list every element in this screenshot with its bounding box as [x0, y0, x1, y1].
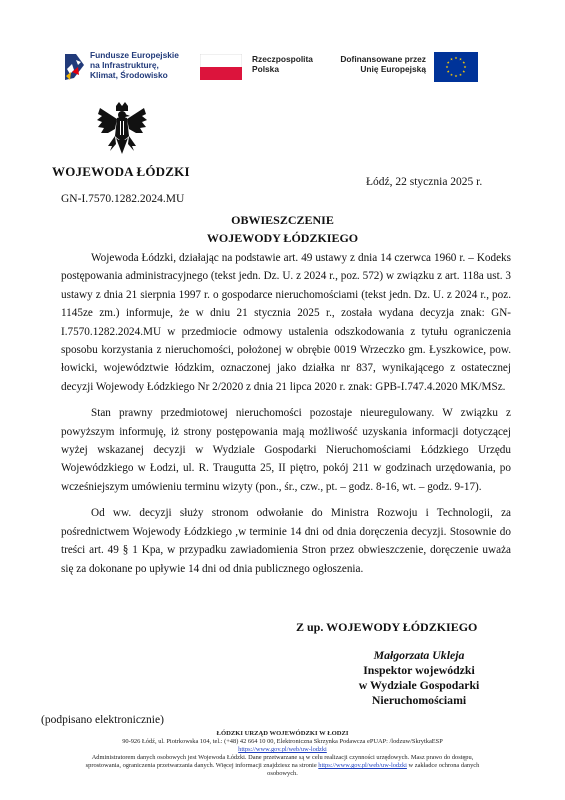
page-footer [60, 730, 505, 778]
signature-block [296, 620, 496, 707]
eu-cofinanced-logo [334, 48, 484, 88]
authority-name: WOJEWODA ŁÓDZKI [52, 164, 190, 179]
document-subtitle: WOJEWODY ŁÓDZKIEGO [206, 231, 359, 245]
eu-flag-icon [434, 52, 478, 82]
eu-funds-star-icon [62, 50, 86, 84]
electronic-signature-note: (podpisano elektronicznie) [41, 714, 164, 726]
footer-address: 90-926 Łódź, ul. Piotrkowska 104, tel.: (+48) 42 664 10 00, Elektroniczna Skrzynka Podawcza ePUAP: /lodzuw/SkrytkaESP [122, 738, 443, 745]
body-paragraph-3: Od ww. decyzji służy stronom odwołanie do Ministra Rozwoju i Technologii, za pośrednictwem Wojewody Łódzkiego ,w terminie 14 dni od dnia doręczenia decyzji. Stosownie do treści art. 49 § 1 Kpa, w przypadku zawiadomienia Stron przez obwieszczenie, doręczenie uważa się za dokonane po upływie 14 dni od dnia publicznego ogłoszenia. [61, 507, 511, 575]
signatory-position-2: w Wydziale Gospodarki [358, 678, 480, 692]
eu-line-1: Dofinansowane przez [340, 54, 426, 64]
header-logos [62, 48, 482, 88]
footer-privacy-line-2 [60, 762, 505, 770]
place-and-date: Łódź, 22 stycznia 2025 r. [366, 176, 483, 188]
on-behalf-of: Z up. WOJEWODY ŁÓDZKIEGO [296, 620, 478, 634]
footer-privacy-text: sprostowania, ograniczenia przetwarzania danych. Więcej informacji znajdziesz na stronie [85, 762, 317, 769]
eu-funds-line-1: Fundusze Europejskie [90, 50, 179, 60]
rp-line-2: Polska [252, 64, 280, 74]
signatory-position-1: Inspektor wojewódzki [363, 663, 475, 677]
eu-funds-logo [62, 48, 197, 88]
polish-eagle-emblem-icon [96, 102, 148, 164]
polish-flag-icon [200, 54, 242, 80]
signatory [334, 648, 504, 708]
case-reference: GN-I.7570.1282.2024.MU [61, 193, 185, 205]
body-paragraph-1: Wojewoda Łódzki, działając na podstawie art. 49 ustawy z dnia 14 czerwca 1960 r. – Kodeks postępowania administracyjnego (tekst jedn. Dz. U. z 2024 r., poz. 572) w związku z art. 118a ust. 3 ustawy z dnia 21 sierpnia 1997 r. o gospodarce nieruchomościami (tekst jedn. Dz. U. z 2024 r., poz. 1145ze zm.) informuje, że w dniu 21 stycznia 2025 r., została wydana decyzja znak: GN-I.7570.1282.2024.MU w przedmiocie odmowy ustalenia odszkodowania z tytułu ograniczenia sposobu korzystania z nieruchomości, położonej w obrębie 0019 Wrzeczko gm. Łyszkowice, pow. łowicki, województwie łódzkim, oznaczonej jako działka nr 837, wynikającego z ostatecznej decyzji Wojewody Łódzkiego Nr 2/2020 z dnia 21 lipca 2020 r. znak: GPB-I.747.4.2020 MK/MSz. [61, 252, 511, 393]
footer-privacy-suffix: w zakładce ochrona danych [408, 762, 480, 769]
footer-privacy-line-3: osobowych. [267, 770, 298, 777]
rp-line-1: Rzeczpospolita [252, 54, 313, 64]
footer-website-link[interactable]: https://www.gov.pl/web/uw-lodzki [238, 746, 327, 753]
republic-of-poland-text [252, 54, 313, 74]
footer-organization: ŁÓDZKI URZĄD WOJEWÓDZKI W ŁODZI [216, 730, 349, 737]
document-title: OBWIESZCZENIE [231, 213, 334, 227]
footer-privacy-line-1: Administratorem danych osobowych jest Wojewoda Łódzki. Dane przetwarzane są w celu realizacji czynności urzędowych. Masz prawo do dostępu, [91, 754, 474, 761]
eu-funds-line-2: na Infrastrukturę, [90, 60, 159, 70]
eu-funds-line-3: Klimat, Środowisko [90, 70, 168, 80]
eu-funds-text [90, 50, 179, 80]
footer-privacy-link[interactable]: https://www.gov.pl/web/uw-lodzki [318, 762, 407, 769]
signatory-name: Małgorzata Ukleja [373, 648, 465, 662]
republic-of-poland-logo [200, 48, 330, 88]
eu-line-2: Unię Europejską [360, 64, 426, 74]
signatory-position-3: Nieruchomościami [371, 693, 467, 707]
document-body [61, 249, 511, 586]
body-paragraph-2: Stan prawny przedmiotowej nieruchomości pozostaje nieuregulowany. W związku z powyższym informuję, iż strony postępowania mają możliwość uzyskania informacji dotyczącej wyżej wskazanej decyzji w Wydziale Gospodarki Nieruchomościami Łódzkiego Urzędu Wojewódzkiego w Łodzi, ul. R. Traugutta 25, II piętro, pokój 211 w godzinach urzędowania, po wcześniejszym umówieniu terminu wizyty (pon., śr., czw., pt. – godz. 8-16, wt. – godz. 9-17). [61, 407, 511, 493]
eu-cofinanced-text [334, 54, 426, 74]
